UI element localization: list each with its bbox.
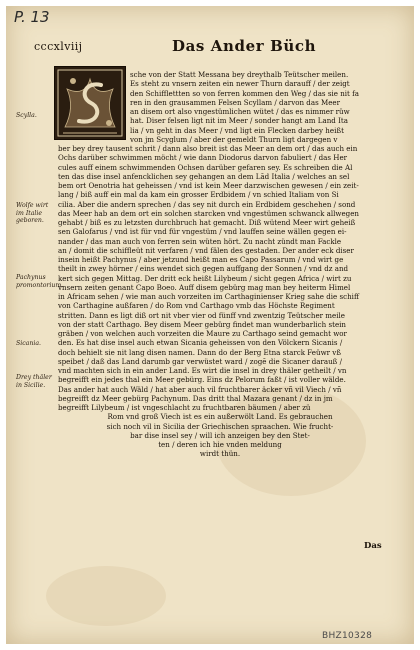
text-line: begreifft ein jedes thal ein Meer gebürg. Eins dz Pelorum faßt / ist voller wälde. [58,375,346,385]
body-text [58,70,382,459]
text-line: in Africam sehen / wie man auch vorzeiten im Carthaginienser Krieg sahe die schiff [58,292,359,301]
text-line: vnsern zeiten genant Capo Boeo. Auff disem gebürg mag man bey heiterm Himel [58,282,351,292]
text-line: bem ort Oenotria hat geheissen / vnd ist kein Meer darzwischen gewesen / ein zeit- [58,181,359,190]
text-line: den. Es hat dise insel auch etwan Sicania geheissen von den Völckern Sicanis / [58,338,343,348]
paper-stain [46,566,166,626]
folio-number: cccxlviij [34,40,83,53]
text-line: stritten. Dann es ligt diß ort nit vber vier od fünff vnd zwentzig Teütscher meile [58,310,345,320]
text-line: das Meer hab an dem ort ein solchen starcken vnd vngestümen schwanck allwegen [58,208,359,218]
text-line: begreifft Lilybeum / ist vngeschlacht zu fruchtbaren bäumen / aber zü [58,403,311,412]
text-line: sen Galofarus / vnd ist für vnd für vngestüm / vnd lauffen seine wällen gegen ei- [58,227,347,237]
text-line: insein heißt Pachynus / aber jetzund heißt man es Capo Passarum / vnd wirt ge [58,255,344,264]
text-line: speibet / daß das Land darumb gar verwüstet ward / zogē die Sicaner darauß / [58,356,343,366]
text-line: von Carthagine außfaren / do Rom vnd Carthago vmb das Höchste Regiment [58,301,335,311]
text-line: doch behielt sie nit lang disen namen. Dann do der Berg Etna starck Feüwr vß [58,347,342,357]
text-line: den Schifflettten so von ferren kommen den Weg / das sie nit fa [130,88,359,98]
text-line: von der statt Carthago. Bey disem Meer gebürg findet man wunderbarlich stein [58,319,346,329]
text-line: nander / das man auch von ferren sein wüten hört. Zu nacht zündt man Fackle [58,236,342,246]
margin-note-wolfe: Wolfe wirt im Italie geboren. [16,202,49,225]
margin-note-scylla: Scylla. [16,112,37,119]
text-line: hat. Diser felsen ligt nit im Meer / sonder hangt am Land Ita [130,116,348,126]
handwritten-folio-note: P. 13 [14,8,50,26]
catchword: Das [364,541,382,551]
text-line: an disem ort also vngestümlichen wütet / das es nimmer rüw [130,107,350,116]
text-line: ber bey drey tausent schrit / dann also breit ist das Meer an dem ort / das auch ein [58,144,358,153]
text-line: cules auff einem schwimmenden Ochsen darüber gefaren sey. Es schreiben die Al [58,162,353,172]
margin-note-pachynus: Pachynus promontorium. [16,274,64,289]
library-stamp: BHZ10328 [322,631,373,641]
text-line: lia / vn geht in das Meer / vnd ligt ein Flecken darbey heißt [130,125,344,135]
text-line: begreifft dz Meer gebürg Pachynum. Das dritt thal Mazara genant / dz in jm [58,393,333,403]
text-line: Ochs darüber schwimmen möcht / wie dann Diodorus darvon fabuliert / das Her [58,153,348,163]
text-line: sche von der Statt Messana bey dreythalb Teütscher meilen. [130,70,349,79]
text-line: vnd machten sich in ein ander Land. Es wirt die insel in drey thäler getheilt / vn [58,366,347,375]
text-line: kert sich gegen Mittag. Der dritt eck heißt Lilybeum / sicht gegen Africa / wirt zu [58,273,352,283]
text-line: wirdt thün. [199,449,241,459]
margin-note-sicania: Sicania. [16,340,41,347]
text-line: bar dise insel sey / will ich anzeigen bey den Stet- [130,430,310,440]
text-line: ten / deren ich hie vnden meldung [158,440,282,449]
text-line: von jm Scyglum / aber der gemeldt Thurn ligt dargegen v [130,134,338,144]
text-line: sich noch vil in Sicilia der Griechischen spraachen. Wie frucht- [106,421,334,431]
text-line: Es steht zu vnsern zeiten ein newer Thurn darauff / der zeigt [130,79,350,89]
running-head: Das Ander Büch [172,37,317,55]
text-line: Rom vnd groß Viech ist es ein außerwölt Land. Es gebrauchen [107,412,333,422]
text-line: theilt in zwey hörner / eins wendet sich gegen auffgang der Sonnen / vnd dz and [58,264,349,274]
text-line: an / domit die schiffleüt nit verfaren / vnd fälen des gestaden. Der ander eck diser [58,245,354,255]
margin-note-drey-thaeler: Drey thäler in Sicilie. [16,374,52,389]
text-line: Das ander hat auch Wäld / hat aber auch vil fruchtbarer äcker vñ vil Viech / vñ [58,384,342,394]
text-line: gräben / von welchen auch vorzeiten die Maure zu Carthago seind gemacht wor [58,329,347,338]
text-line: lang / biß auff ein mal da kam ein grosser Erdbidem / vn schied Italiam von Si [58,190,339,200]
text-line: gehabt / biß es zu letzsten durchbruch hat gemacht. Diß wütend Meer wirt geheiß [58,218,356,227]
text-line: cilia. Aber die andern sprechen / das sey nit durch ein Erdbidem geschehen / sond [58,199,356,209]
text-line: ten das dise insel anfencklichen sey gehangen an dem Lād Italia / welches an sel [58,171,350,181]
text-line: ren in den grausammen Felsen Scyllam / darvon das Meer [130,97,341,107]
